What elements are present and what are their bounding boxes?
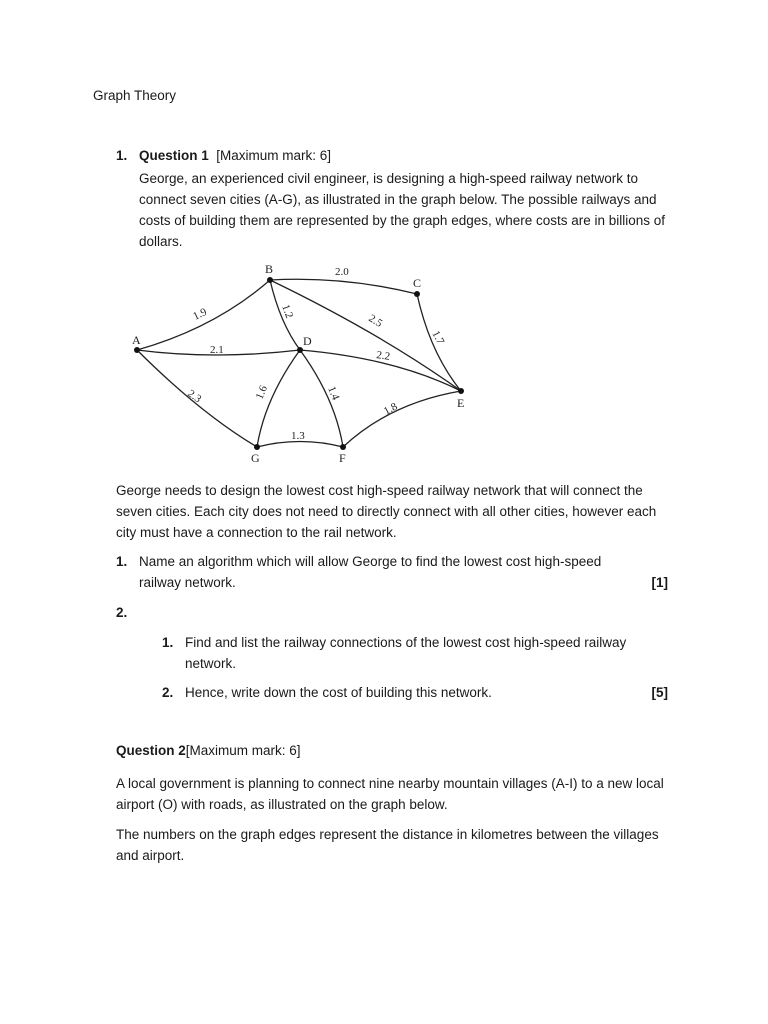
edge-weight-d-g: 1.6 [253,383,270,402]
vertex-e [458,388,464,394]
part-2-number: 2. [116,605,128,620]
vertex-label-b: B [265,262,274,276]
part-1-text: Name an algorithm which will allow George to find the lowest cost high-speed railway network. [139,554,602,590]
document-title: Graph Theory [93,88,177,103]
edge-weight-d-f: 1.4 [325,384,342,402]
vertex-b [267,277,273,283]
edge-b-c [270,279,417,294]
question-1-max-mark: [Maximum mark: 6] [216,148,332,163]
question-2-paragraph-1: A local government is planning to connect nine nearby mountain villages (A-I) to a new local airport (O) with roads, as illustrated on the graph below. [116,776,664,812]
part-2-sub-2-text: Hence, write down the cost of building this network. [185,685,492,700]
question-2-title: Question 2 [116,743,186,758]
vertex-label-c: C [413,276,422,290]
edge-weight-b-e: 2.5 [366,312,385,330]
edge-weight-a-b: 1.9 [191,306,209,323]
question-1-part-2-sub-2 [162,682,676,703]
part-1-number: 1. [116,554,128,569]
edge-weight-b-d: 1.2 [279,302,296,320]
question-1-part-2-sub-1 [162,632,662,674]
question-1-heading [116,148,331,163]
part-2-sub-1-text: Find and list the railway connections of the lowest cost high-speed railway network. [185,635,627,671]
question-2-max-mark: [Maximum mark: 6] [185,743,301,758]
vertex-label-a: A [132,333,141,347]
question-1-number: 1. [116,148,128,163]
vertex-c [414,291,420,297]
vertex-g [254,444,260,450]
question-2-heading [116,743,301,758]
railway-graph-figure [125,258,485,468]
part-2-sub-1-number: 1. [162,635,174,650]
edge-weight-a-g: 2.3 [185,387,204,406]
railway-graph [125,258,485,468]
part-2-sub-2-number: 2. [162,685,174,700]
question-2-paragraph-2: The numbers on the graph edges represent the distance in kilometres between the villages and airport. [116,827,659,863]
edge-weight-f-e: 1.8 [381,400,400,418]
question-1-intro: George, an experienced civil engineer, is designing a high-speed railway network to connect seven cities (A-G), as illustrated in the graph below. The possible railways and costs of building them are represented by the graph edges, where costs are in billions of dollars. [139,171,666,249]
question-1-part-1 [116,551,676,593]
vertex-a [134,347,140,353]
edge-g-f [257,442,343,448]
edge-weight-g-f: 1.3 [291,430,305,442]
question-1-title: Question 1 [139,148,209,163]
vertex-label-d: D [303,334,312,348]
vertex-f [340,444,346,450]
part-2-marks: [5] [651,685,668,700]
edge-weight-a-d: 2.1 [210,344,224,356]
edge-weight-d-e: 2.2 [375,349,391,363]
question-1-body: George needs to design the lowest cost high-speed railway network that will connect the seven cities. Each city does not need to directly connect with all other cities, however each city must have a connection to the rail network. [116,483,657,540]
edge-f-e [343,391,461,447]
vertex-label-e: E [457,396,465,410]
vertex-label-g: G [251,451,260,465]
edge-weight-b-c: 2.0 [335,266,349,278]
vertex-label-f: F [339,451,346,465]
part-1-marks: [1] [651,575,668,590]
edge-weight-c-e: 1.7 [429,328,447,347]
